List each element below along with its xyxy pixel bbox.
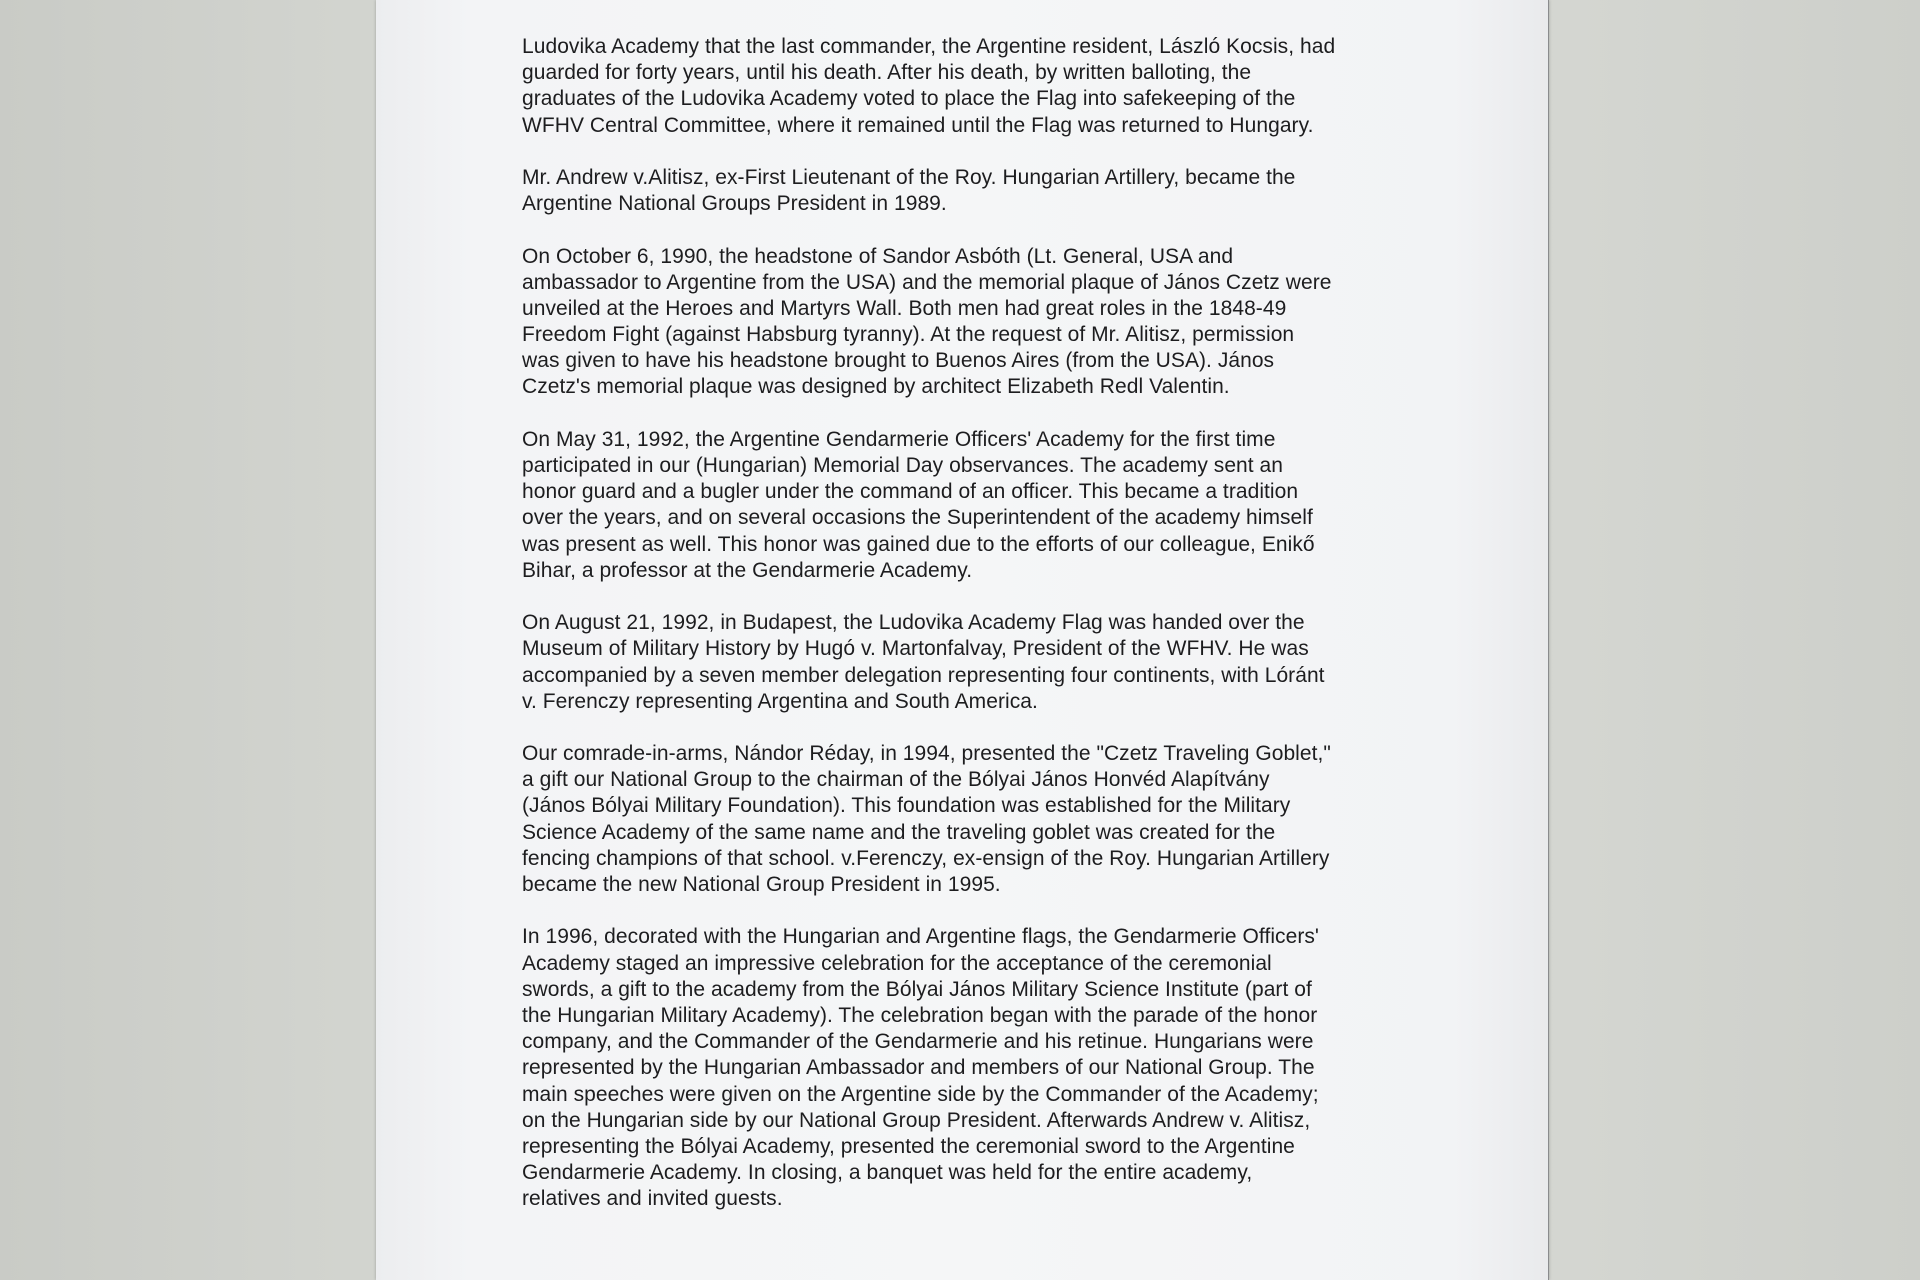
text-line: Mr. Andrew v.Alitisz, ex-First Lieutenant of the Roy. Hungarian Artillery, became the (522, 165, 1296, 189)
text-line: became the new National Group President in 1995. (522, 873, 1001, 896)
text-line: ambassador to Argentine from the USA) and the memorial plaque of János Czetz were (522, 270, 1332, 294)
text-line: In 1996, decorated with the Hungarian and Argentine flags, the Gendarmerie Officers' (522, 925, 1319, 949)
text-line: relatives and invited guests. (522, 1187, 783, 1211)
text-line: guarded for forty years, until his death. After his death, by written balloting, the (522, 61, 1252, 85)
text-line: Ludovika Academy that the last commander, the Argentine resident, László Kocsis, had (522, 35, 1336, 58)
paragraph-spacer (522, 898, 1522, 924)
paragraph-6 (522, 741, 1522, 898)
text-line: was given to have his headstone brought to Buenos Aires (from the USA). János (522, 349, 1275, 373)
text-line: participated in our (Hungarian) Memorial Day observances. The academy sent an (522, 454, 1284, 477)
text-line: Science Academy of the same name and the traveling goblet was created for the (522, 820, 1276, 844)
text-line: fencing champions of that school. v.Ferenczy, ex-ensign of the Roy. Hungarian Artillery (522, 846, 1330, 870)
paragraph-1 (522, 34, 1522, 139)
paragraph-spacer (522, 584, 1522, 610)
text-line: Gendarmerie Academy. In closing, a banquet was held for the entire academy, (522, 1161, 1253, 1185)
text-line: the Hungarian Military Academy). The celebration began with the parade of the honor (522, 1003, 1318, 1027)
text-line: On October 6, 1990, the headstone of Sandor Asbóth (Lt. General, USA and (522, 244, 1234, 268)
text-line: WFHV Central Committee, where it remained until the Flag was returned to Hungary. (522, 113, 1314, 137)
paragraph-3 (522, 244, 1522, 401)
paragraph-4 (522, 427, 1522, 584)
text-line: On August 21, 1992, in Budapest, the Ludovika Academy Flag was handed over the (522, 611, 1305, 635)
text-line: main speeches were given on the Argentine side by the Commander of the Academy; (522, 1082, 1319, 1106)
text-line: (János Bólyai Military Foundation). This foundation was established for the Military (522, 794, 1291, 818)
text-line: v. Ferenczy representing Argentina and South America. (522, 689, 1038, 713)
paragraph-spacer (522, 217, 1522, 243)
text-line: Freedom Fight (against Habsburg tyranny). At the request of Mr. Alitisz, permission (522, 323, 1295, 347)
document-body (522, 34, 1522, 1212)
paragraph-spacer (522, 715, 1522, 741)
text-line: accompanied by a seven member delegation representing four continents, with Lóránt (522, 663, 1325, 687)
text-line: Bihar, a professor at the Gendarmerie Academy. (522, 558, 973, 582)
text-line: Argentine National Groups President in 1989. (522, 192, 947, 216)
text-line: unveiled at the Heroes and Martyrs Wall. Both men had great roles in the 1848-49 (522, 296, 1287, 320)
paragraph-2 (522, 165, 1522, 217)
text-line: a gift our National Group to the chairman of the Bólyai János Honvéd Alapítvány (522, 768, 1270, 792)
paragraph-7 (522, 924, 1522, 1212)
paragraph-5 (522, 610, 1522, 715)
text-line: represented by the Hungarian Ambassador and members of our National Group. The (522, 1056, 1315, 1080)
text-line: over the years, and on several occasions the Superintendent of the academy himself (522, 506, 1313, 530)
paragraph-spacer (522, 401, 1522, 427)
text-line: on the Hungarian side by our National Group President. Afterwards Andrew v. Alitisz, (522, 1108, 1311, 1132)
text-line: On May 31, 1992, the Argentine Gendarmerie Officers' Academy for the first time (522, 427, 1276, 451)
text-line: Museum of Military History by Hugó v. Martonfalvay, President of the WFHV. He was (522, 637, 1309, 661)
text-line: Academy staged an impressive celebration for the acceptance of the ceremonial (522, 951, 1272, 975)
text-line: graduates of the Ludovika Academy voted to place the Flag into safekeeping of the (522, 87, 1296, 111)
text-line: representing the Bólyai Academy, presented the ceremonial sword to the Argentine (522, 1134, 1295, 1158)
text-line: swords, a gift to the academy from the Bólyai János Military Science Institute (part of (522, 977, 1312, 1001)
text-line: honor guard and a bugler under the command of an officer. This became a tradition (522, 480, 1299, 504)
paragraph-spacer (522, 139, 1522, 165)
text-line: Czetz's memorial plaque was designed by architect Elizabeth Redl Valentin. (522, 375, 1230, 399)
text-line: was present as well. This honor was gained due to the efforts of our colleague, Enikő (522, 532, 1315, 556)
text-line: company, and the Commander of the Gendarmerie and his retinue. Hungarians were (522, 1030, 1314, 1054)
text-line: Our comrade-in-arms, Nándor Réday, in 1994, presented the "Czetz Traveling Goblet," (522, 742, 1331, 766)
document-page (376, 0, 1549, 1280)
